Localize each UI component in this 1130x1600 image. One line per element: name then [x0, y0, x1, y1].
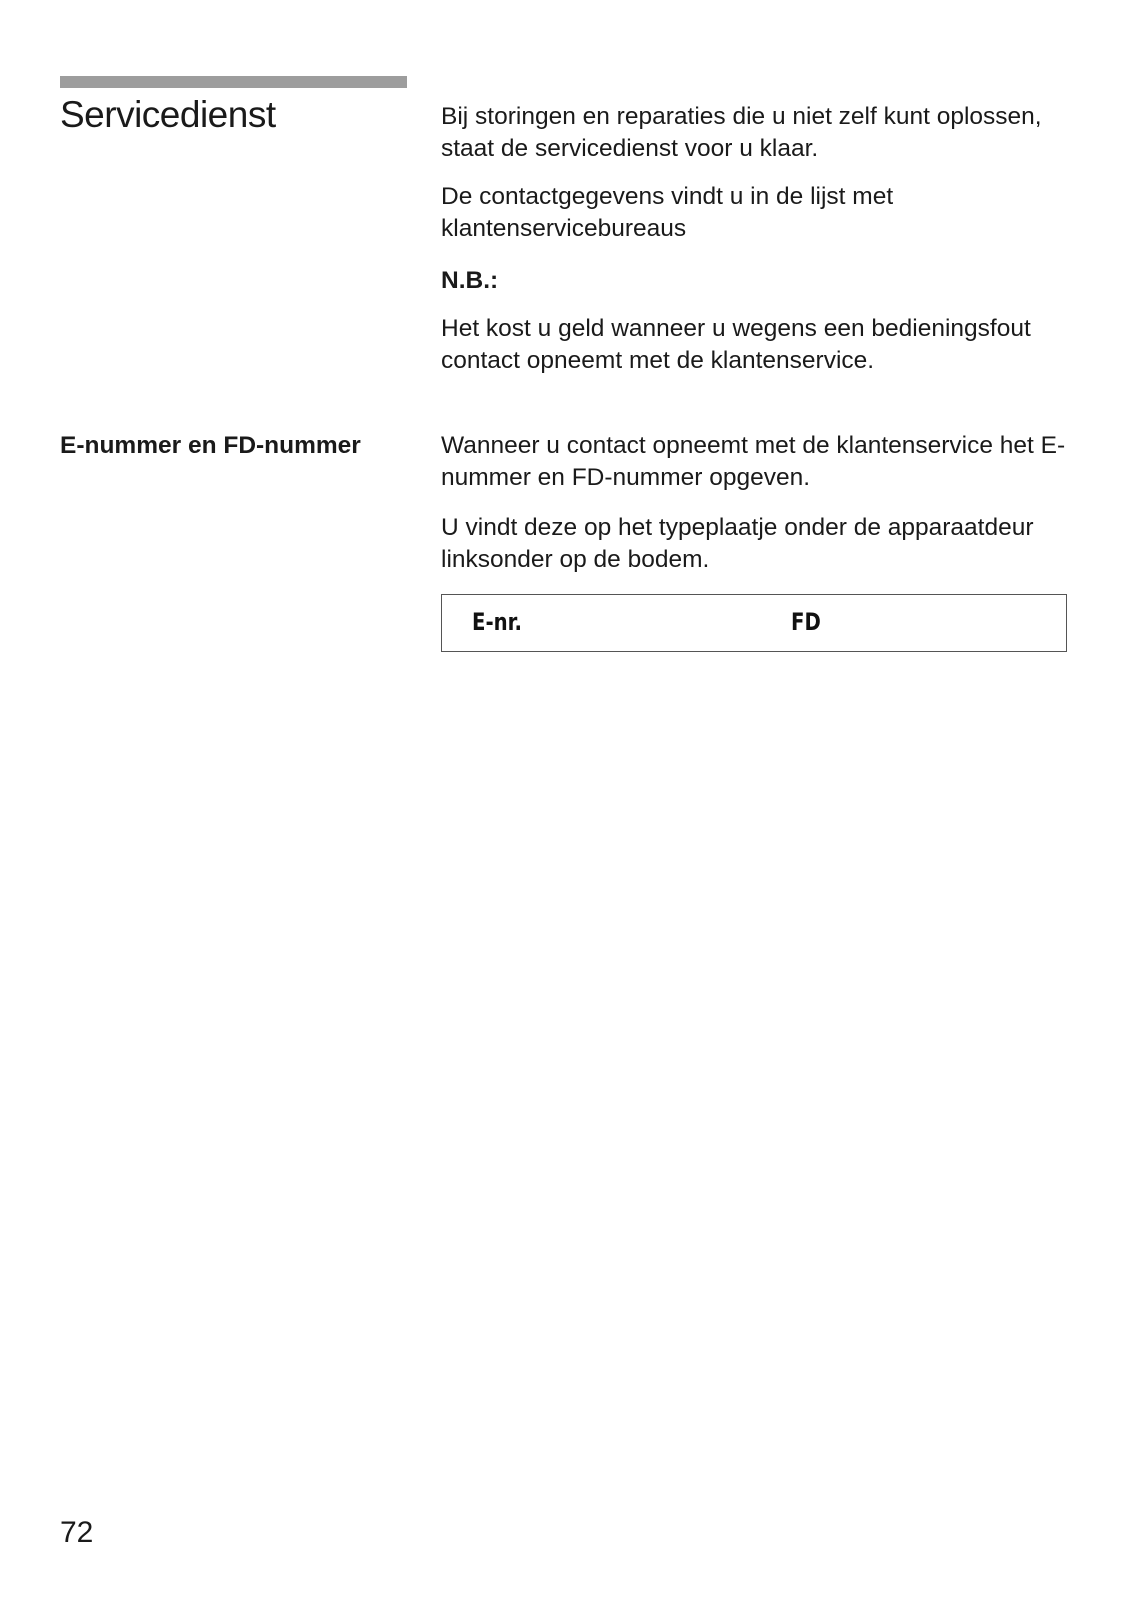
- service-paragraph-1: Bij storingen en reparaties die u niet zelf kunt oplossen, staat de servicedienst voor u klaar.: [441, 103, 1042, 162]
- numbers-paragraph-1: Wanneer u contact opneemt met de klantenservice het E-nummer en FD-nummer opgeven.: [441, 432, 1066, 491]
- type-plate-box: [441, 594, 1067, 652]
- service-paragraph-2: De contactgegevens vindt u in de lijst met klantenservicebureaus: [441, 183, 894, 242]
- page-number: 72: [60, 1516, 94, 1549]
- header-rule: [60, 76, 407, 88]
- type-plate-fd-label: FD: [791, 608, 821, 636]
- section-heading-numbers: E-nummer en FD-nummer: [60, 432, 361, 459]
- note-label: N.B.:: [441, 267, 499, 294]
- page-title: Servicedienst: [60, 94, 276, 135]
- numbers-paragraph-2: U vindt deze op het typeplaatje onder de apparaatdeur linksonder op de bodem.: [441, 514, 1034, 573]
- note-text: Het kost u geld wanneer u wegens een bedieningsfout contact opneemt met de klantenservice.: [441, 315, 1031, 374]
- type-plate-e-label: E-nr.: [472, 608, 523, 636]
